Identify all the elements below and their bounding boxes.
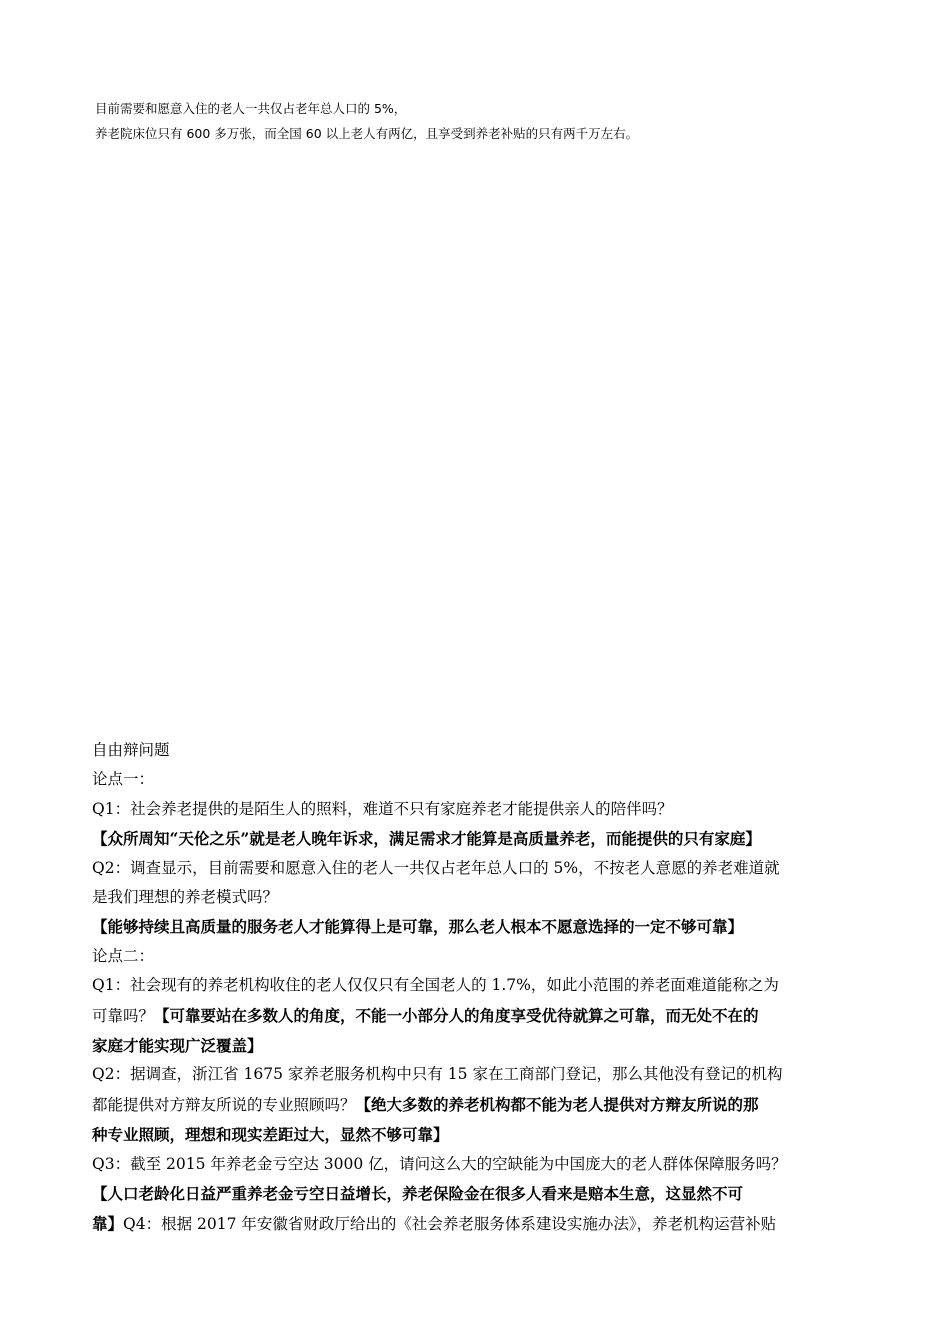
argument-1-q2-line-2: 是我们理想的养老模式吗？ <box>92 888 279 907</box>
argument-2-q1-line-2 <box>92 1001 862 1031</box>
argument-2-q1-answer-start: 【可靠要站在多数人的角度，不能一小部分人的角度享受优待就算之可靠，而无处不在的 <box>154 1005 759 1025</box>
argument-2-q4-start: Q4：根据 2017 年安徽省财政厅给出的《社会养老服务体系建设实施办法》，养老机构运营补贴 <box>123 1214 777 1233</box>
argument-2-q1-question-end: 可靠吗？ <box>92 1006 155 1025</box>
argument-2-q1-answer-end: 家庭才能实现广泛覆盖】 <box>92 1036 263 1056</box>
argument-2-q2-question-end: 都能提供对方辩友所说的专业照顾吗？ <box>92 1095 356 1114</box>
argument-2-heading: 论点二： <box>92 946 155 965</box>
argument-2-q2-answer-end: 种专业照顾，理想和现实差距过大，显然不够可靠】 <box>92 1125 449 1145</box>
argument-1-q2-line-1: Q2：调查显示，目前需要和愿意入住的老人一共仅占老年总人口的 5%，不按老人意愿的养老难道就 <box>92 858 780 877</box>
argument-2-q2-line-2 <box>92 1090 862 1120</box>
top-note-line-2: 养老院床位只有 600 多万张，而全国 60 以上老人有两亿，且享受到养老补贴的只有两千万左右。 <box>95 126 639 141</box>
argument-2-q3-q4-line <box>92 1209 862 1239</box>
argument-2-q1-line-1: Q1：社会现有的养老机构收住的老人仅仅只有全国老人的 1.7%，如此小范围的养老面难道能称之为 <box>92 976 779 995</box>
argument-2-q3-answer-start: 【人口老龄化日益严重养老金亏空日益增长，养老保险金在很多人看来是赔本生意，这显然不可 <box>92 1184 744 1204</box>
argument-1-q1-answer: 【众所周知“天伦之乐”就是老人晚年诉求，满足需求才能算是高质量养老，而能提供的只有家庭】 <box>92 829 761 849</box>
section-title: 自由辩问题 <box>92 741 170 759</box>
argument-2-q3-answer-end: 靠】 <box>92 1213 124 1233</box>
free-debate-section <box>92 736 862 1239</box>
top-note-line-1: 目前需要和愿意入住的老人一共仅占老年总人口的 5%， <box>95 101 407 116</box>
argument-1-q2-answer: 【能够持续且高质量的服务老人才能算得上是可靠，那么老人根本不愿意选择的一定不够可靠】 <box>92 917 744 937</box>
argument-2-q3-line-1: Q3：截至 2015 年养老金亏空达 3000 亿，请问这么大的空缺能为中国庞大的老人群体保障服务吗？ <box>92 1154 787 1173</box>
argument-1-heading: 论点一： <box>92 770 155 789</box>
argument-2-q2-answer-start: 【绝大多数的养老机构都不能为老人提供对方辩友所说的那 <box>355 1094 759 1114</box>
argument-2-q2-line-1: Q2：据调查，浙江省 1675 家养老服务机构中只有 15 家在工商部门登记，那么其他没有登记的机构 <box>92 1065 783 1084</box>
argument-1-q1: Q1：社会养老提供的是陌生人的照料，难道不只有家庭养老才能提供亲人的陪伴吗？ <box>92 799 673 818</box>
top-note <box>95 96 885 146</box>
